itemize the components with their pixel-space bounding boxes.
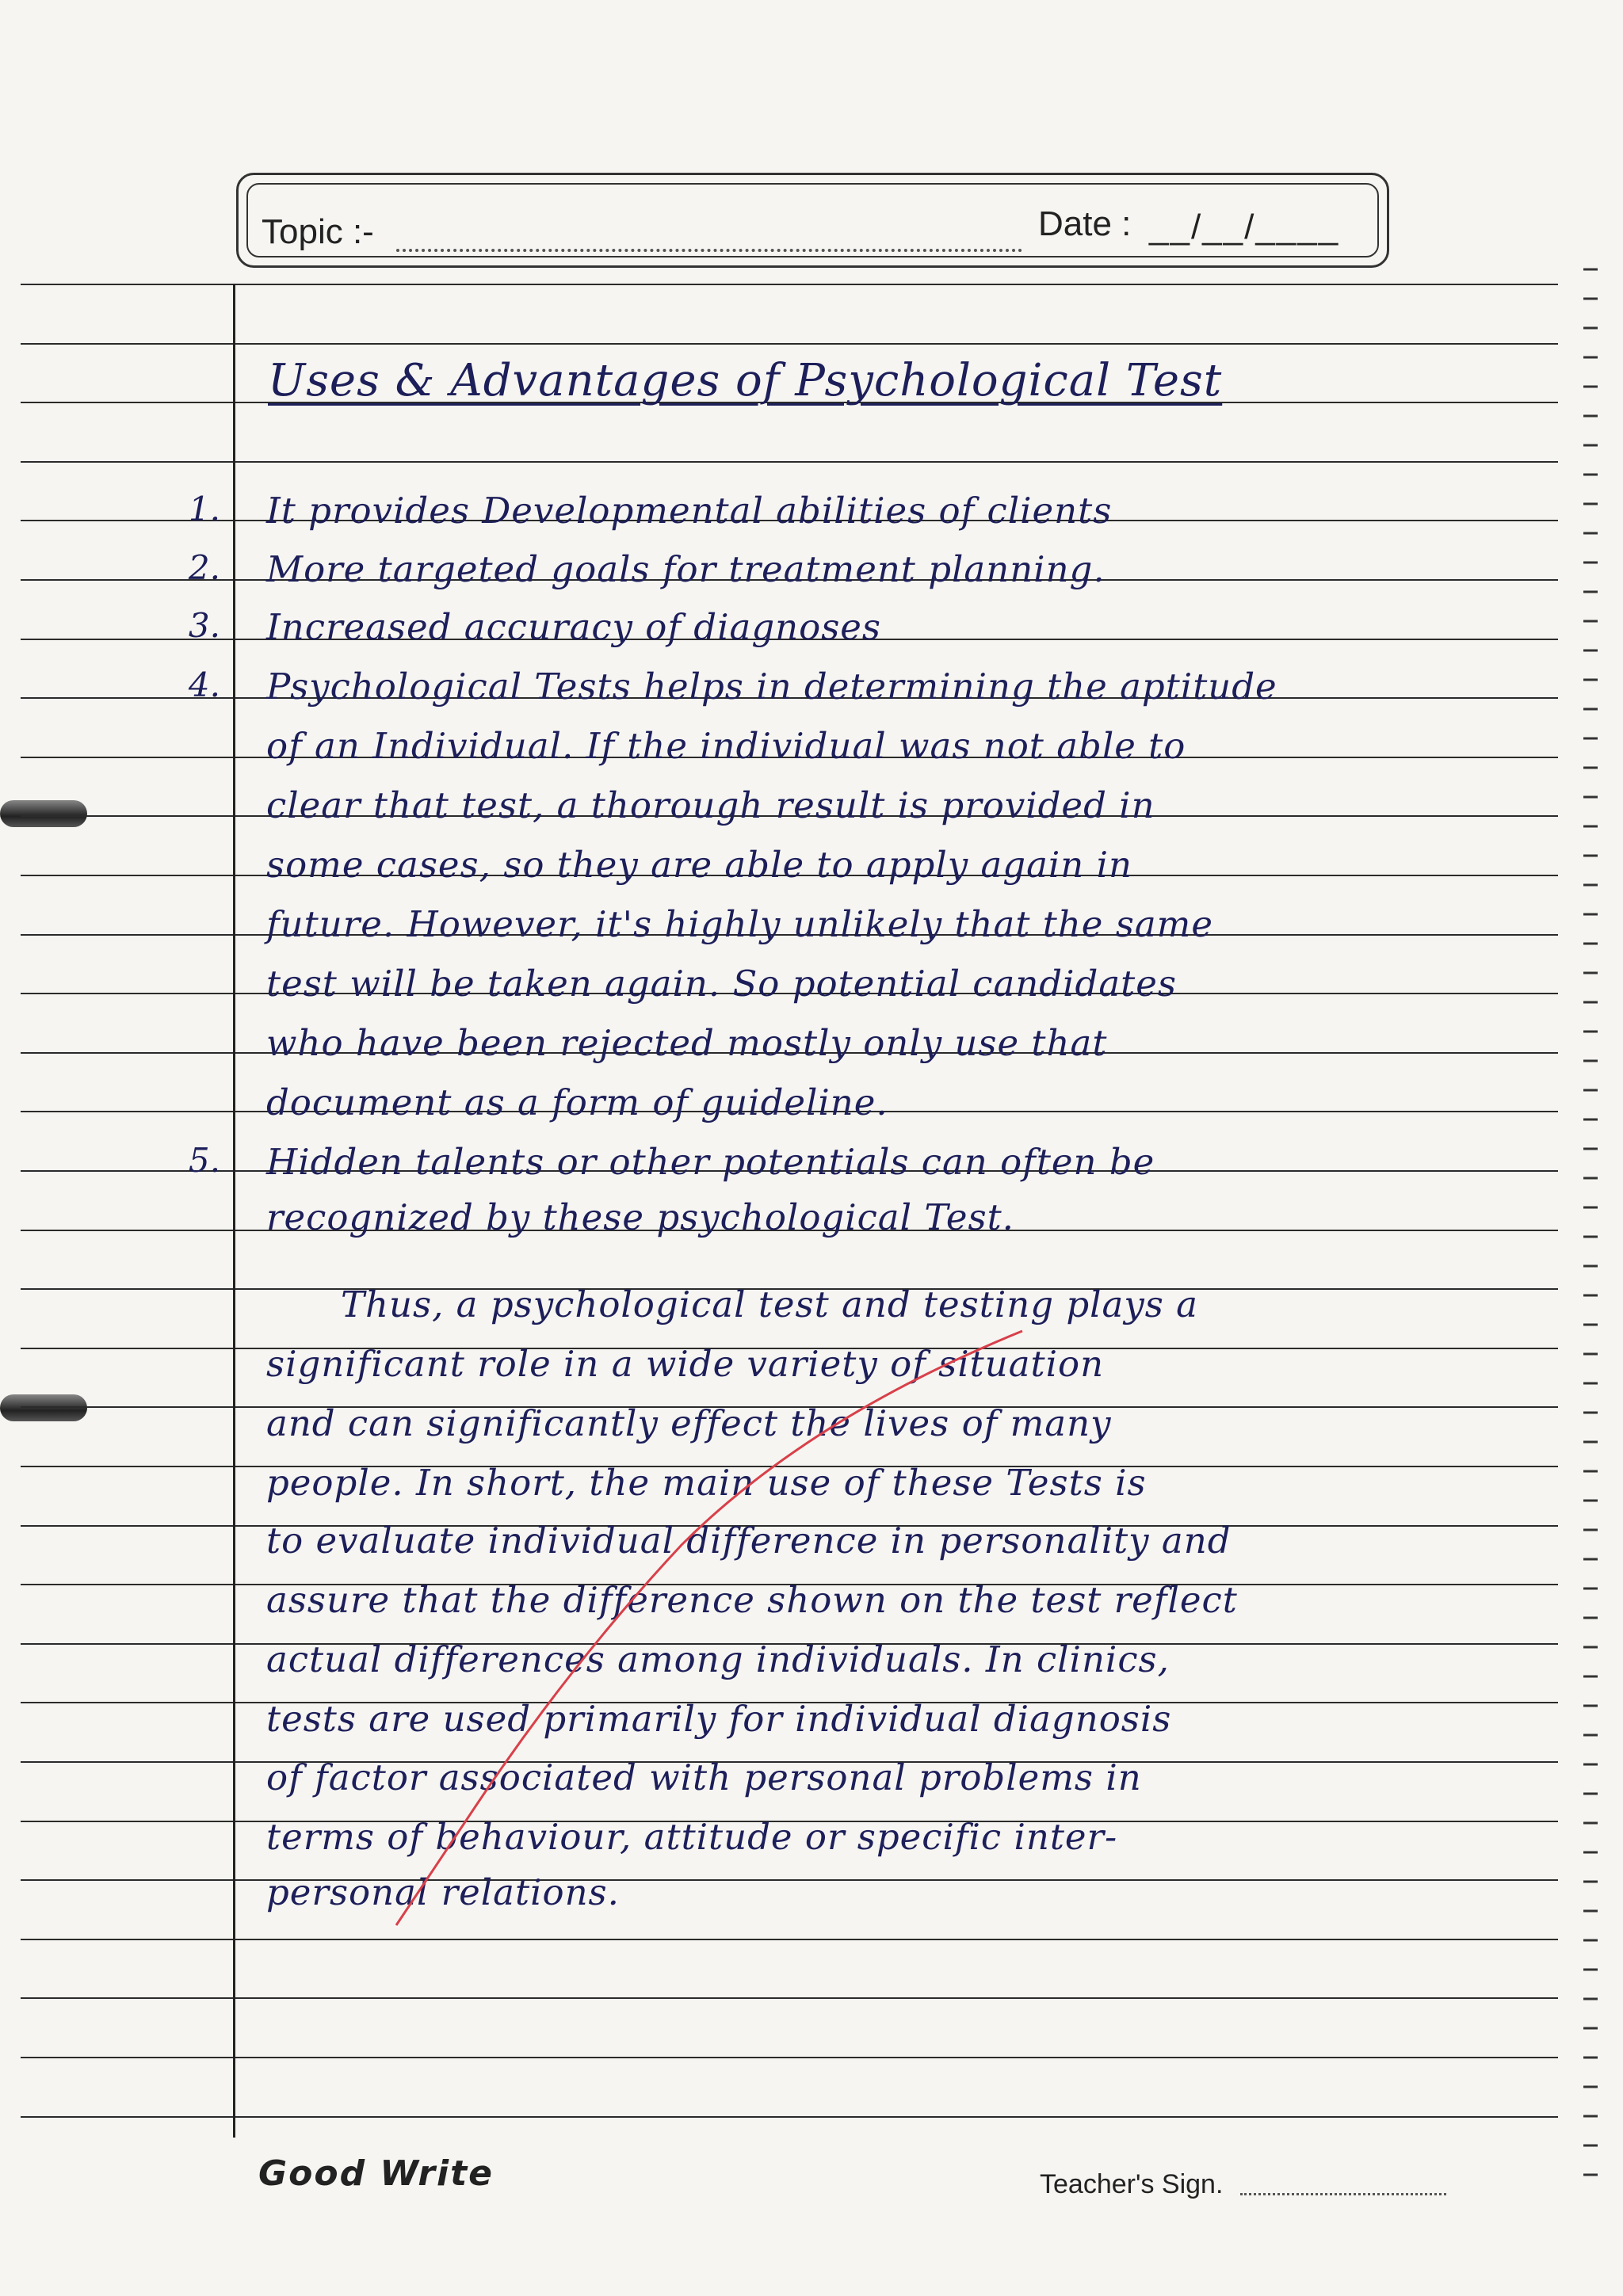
list-item-line: of an Individual. If the individual was not able to <box>266 725 1186 767</box>
paragraph-line: terms of behaviour, attitude or specific inter- <box>266 1816 1118 1858</box>
paragraph-line: people. In short, the main use of these Tests is <box>266 1462 1147 1504</box>
list-item-line: recognized by these psychological Test. <box>266 1196 1014 1238</box>
list-item-line: future. However, it's highly unlikely that the same <box>266 903 1213 945</box>
list-item-line: Hidden talents or other potentials can often be <box>266 1141 1155 1183</box>
list-item-line: clear that test, a thorough result is provided in <box>266 784 1155 826</box>
paragraph-line: tests are used primarily for individual diagnosis <box>266 1698 1172 1740</box>
brand-logo: Good Write <box>258 2153 494 2194</box>
paragraph-line: to evaluate individual difference in personality and <box>266 1520 1232 1562</box>
list-item-line: It provides Developmental abilities of clients <box>266 490 1113 532</box>
list-number: 4. <box>188 666 220 704</box>
list-item-line: document as a form of guideline. <box>266 1081 888 1123</box>
page-title: Uses & Advantages of Psychological Test <box>268 355 1223 406</box>
paragraph-line: assure that the difference shown on the test reflect <box>266 1579 1238 1621</box>
list-item-line: some cases, so they are able to apply again in <box>266 844 1132 886</box>
list-number: 5. <box>188 1141 220 1180</box>
list-item-line: Psychological Tests helps in determining the aptitude <box>266 666 1277 707</box>
list-item-line: More targeted goals for treatment planning. <box>266 548 1106 590</box>
list-item-line: who have been rejected mostly only use that <box>266 1022 1108 1064</box>
topic-label: Topic :- <box>262 212 374 251</box>
paragraph-line: and can significantly effect the lives of many <box>266 1402 1112 1444</box>
list-item-line: test will be taken again. So potential candidates <box>266 963 1177 1005</box>
list-number: 2. <box>188 548 220 587</box>
date-label: Date : <box>1038 204 1132 243</box>
list-item-line: Increased accuracy of diagnoses <box>266 606 882 648</box>
page-edge-marks <box>1575 0 1623 2296</box>
paragraph-line: actual differences among individuals. In clinics, <box>266 1638 1170 1680</box>
paragraph-line: personal relations. <box>266 1871 620 1913</box>
list-number: 1. <box>188 490 220 528</box>
paragraph-line: Thus, a psychological test and testing plays a <box>341 1283 1198 1325</box>
paragraph-line: significant role in a wide variety of situation <box>266 1343 1105 1385</box>
teacher-sign-line <box>1240 2193 1446 2195</box>
teacher-sign-label: Teacher's Sign. <box>1040 2169 1224 2199</box>
date-blank: __/__/____ <box>1149 208 1340 246</box>
list-number: 3. <box>188 606 220 645</box>
paragraph-line: of factor associated with personal problems in <box>266 1756 1142 1798</box>
